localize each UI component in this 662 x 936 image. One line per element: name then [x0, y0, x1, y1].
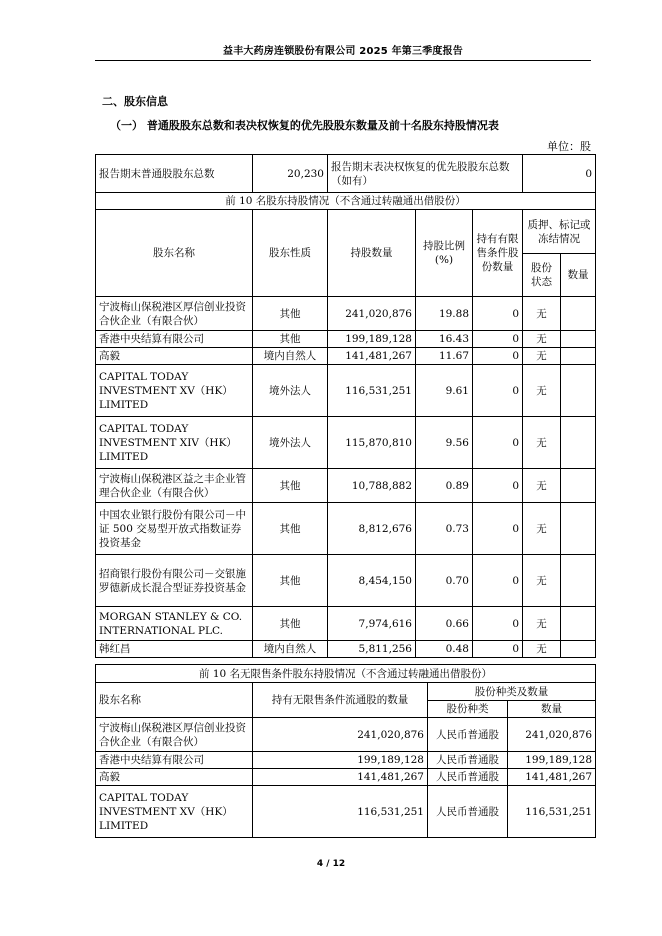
shares-held: 199,189,128	[328, 331, 416, 348]
restricted-shares: 0	[473, 348, 523, 365]
shareholder-name: CAPITAL TODAY INVESTMENT XV（HK）LIMITED	[96, 786, 253, 838]
shareholder-name: CAPITAL TODAY INVESTMENT XIV（HK）LIMITED	[96, 417, 253, 469]
shares-held: 115,870,810	[328, 417, 416, 469]
share-quantity: 199,189,128	[508, 752, 596, 769]
shareholder-name: 中国农业银行股份有限公司－中证 500 交易型开放式指数证券投资基金	[96, 503, 253, 555]
col-header-shares: 持股数量	[328, 210, 416, 297]
table-row	[96, 469, 596, 503]
restricted-shares: 0	[473, 365, 523, 417]
shareholder-nature: 其他	[253, 503, 328, 555]
share-type: 人民币普通股	[428, 752, 508, 769]
pledge-status: 无	[523, 641, 561, 658]
unit-label: 单位：股	[547, 140, 591, 153]
pledge-quantity	[561, 297, 596, 331]
shareholder-name: 宁波梅山保税港区厚信创业投资合伙企业（有限合伙）	[96, 297, 253, 331]
restricted-shares: 0	[473, 607, 523, 641]
pledge-quantity	[561, 607, 596, 641]
restricted-shares: 0	[473, 469, 523, 503]
total-holders-label: 报告期末普通股股东总数	[96, 155, 253, 193]
pledge-quantity	[561, 365, 596, 417]
col-header-pledge-qty: 数量	[561, 254, 596, 297]
shares-held: 8,812,676	[328, 503, 416, 555]
pledge-quantity	[561, 641, 596, 658]
pledge-quantity	[561, 417, 596, 469]
col-header-restricted: 持有有限售条件股份数量	[473, 210, 523, 297]
share-quantity: 241,020,876	[508, 718, 596, 752]
shares-held: 7,974,616	[328, 607, 416, 641]
pledge-status: 无	[523, 503, 561, 555]
shareholder-nature: 其他	[253, 297, 328, 331]
shareholding-ratio: 0.48	[416, 641, 473, 658]
table-row	[96, 752, 596, 769]
shareholder-nature: 境内自然人	[253, 641, 328, 658]
table-row	[96, 718, 596, 752]
share-type: 人民币普通股	[428, 718, 508, 752]
shareholding-ratio: 0.70	[416, 555, 473, 607]
shareholder-name: 香港中央结算有限公司	[96, 752, 253, 769]
restricted-shares: 0	[473, 641, 523, 658]
table-row	[96, 769, 596, 786]
section-title: 二、股东信息	[102, 95, 168, 108]
shareholder-nature: 境外法人	[253, 417, 328, 469]
table-row	[96, 365, 596, 417]
shareholder-nature: 其他	[253, 331, 328, 348]
pledge-status: 无	[523, 297, 561, 331]
col-header-ratio: 持股比例(%)	[416, 210, 473, 297]
table-row	[96, 607, 596, 641]
shareholder-nature: 境内自然人	[253, 348, 328, 365]
pledge-quantity	[561, 555, 596, 607]
u-col-header-type-group: 股份种类及数量	[428, 683, 596, 701]
u-col-header-qty: 数量	[508, 701, 596, 718]
restricted-shares: 0	[473, 503, 523, 555]
shareholder-name: 高毅	[96, 769, 253, 786]
subsection-title: （一） 普通股股东总数和表决权恢复的优先股股东数量及前十名股东持股情况表	[110, 119, 499, 132]
pledge-status: 无	[523, 331, 561, 348]
shareholding-ratio: 0.66	[416, 607, 473, 641]
shareholder-name: 宁波梅山保税港区益之丰企业管理合伙企业（有限合伙）	[96, 469, 253, 503]
share-quantity: 141,481,267	[508, 769, 596, 786]
pledge-quantity	[561, 503, 596, 555]
shareholding-ratio: 9.61	[416, 365, 473, 417]
unrestricted-table	[95, 664, 596, 838]
u-col-header-shares: 持有无限售条件流通股的数量	[253, 683, 428, 718]
share-type: 人民币普通股	[428, 769, 508, 786]
pledge-status: 无	[523, 348, 561, 365]
summary-row	[96, 155, 596, 193]
shareholder-name: 高毅	[96, 348, 253, 365]
shareholding-ratio: 9.56	[416, 417, 473, 469]
unrestricted-body	[96, 718, 596, 838]
page-number: 4 / 12	[316, 859, 346, 869]
table-row	[96, 786, 596, 838]
shareholder-nature: 其他	[253, 469, 328, 503]
shares-held: 8,454,150	[328, 555, 416, 607]
col-header-pledge: 质押、标记或冻结情况	[523, 210, 596, 254]
shareholder-name: 招商银行股份有限公司－交银施罗德新成长混合型证券投资基金	[96, 555, 253, 607]
table-row	[96, 297, 596, 331]
shares-held: 141,481,267	[328, 348, 416, 365]
shareholding-ratio: 19.88	[416, 297, 473, 331]
restricted-shares: 0	[473, 555, 523, 607]
pref-holders-label: 报告期末表决权恢复的优先股股东总数（如有）	[328, 155, 523, 193]
pref-holders-value: 0	[523, 155, 596, 193]
shares-held: 5,811,256	[328, 641, 416, 658]
shareholder-nature: 境外法人	[253, 365, 328, 417]
table-row	[96, 417, 596, 469]
pledge-quantity	[561, 469, 596, 503]
unrestricted-shares: 241,020,876	[253, 718, 428, 752]
shares-held: 10,788,882	[328, 469, 416, 503]
restricted-shares: 0	[473, 297, 523, 331]
restricted-shares: 0	[473, 417, 523, 469]
shareholder-name: 宁波梅山保税港区厚信创业投资合伙企业（有限合伙）	[96, 718, 253, 752]
shareholding-ratio: 0.89	[416, 469, 473, 503]
col-header-pledge-status: 股份状态	[523, 254, 561, 297]
table-row	[96, 503, 596, 555]
unrestricted-shares: 141,481,267	[253, 769, 428, 786]
share-quantity: 116,531,251	[508, 786, 596, 838]
shareholder-nature: 其他	[253, 607, 328, 641]
shares-held: 116,531,251	[328, 365, 416, 417]
shareholding-ratio: 16.43	[416, 331, 473, 348]
shareholder-table	[95, 154, 596, 658]
shareholding-ratio: 11.67	[416, 348, 473, 365]
shareholding-ratio: 0.73	[416, 503, 473, 555]
unrestricted-shares: 116,531,251	[253, 786, 428, 838]
pledge-quantity	[561, 331, 596, 348]
col-header-name: 股东名称	[96, 210, 253, 297]
table-row	[96, 555, 596, 607]
unrestricted-shares: 199,189,128	[253, 752, 428, 769]
shareholder-nature: 其他	[253, 555, 328, 607]
page-header-title: 益丰大药房连锁股份有限公司 2025 年第三季度报告	[223, 46, 463, 57]
top10-body	[96, 297, 596, 658]
shares-held: 241,020,876	[328, 297, 416, 331]
top10-caption: 前 10 名股东持股情况（不含通过转融通出借股份）	[96, 193, 596, 210]
pledge-status: 无	[523, 469, 561, 503]
restricted-shares: 0	[473, 331, 523, 348]
share-type: 人民币普通股	[428, 786, 508, 838]
u-col-header-name: 股东名称	[96, 683, 253, 718]
pledge-status: 无	[523, 555, 561, 607]
pledge-status: 无	[523, 417, 561, 469]
total-holders-value: 20,230	[253, 155, 328, 193]
header-divider	[95, 60, 591, 61]
table-row	[96, 641, 596, 658]
u-col-header-type: 股份种类	[428, 701, 508, 718]
pledge-quantity	[561, 348, 596, 365]
unrestricted-caption: 前 10 名无限售条件股东持股情况（不含通过转融通出借股份）	[96, 665, 596, 683]
shareholder-name: 韩红昌	[96, 641, 253, 658]
shareholder-name: MORGAN STANLEY & CO. INTERNATIONAL PLC.	[96, 607, 253, 641]
table-row	[96, 348, 596, 365]
shareholder-name: 香港中央结算有限公司	[96, 331, 253, 348]
shareholder-name: CAPITAL TODAY INVESTMENT XV（HK）LIMITED	[96, 365, 253, 417]
pledge-status: 无	[523, 607, 561, 641]
table-row	[96, 331, 596, 348]
col-header-nature: 股东性质	[253, 210, 328, 297]
pledge-status: 无	[523, 365, 561, 417]
